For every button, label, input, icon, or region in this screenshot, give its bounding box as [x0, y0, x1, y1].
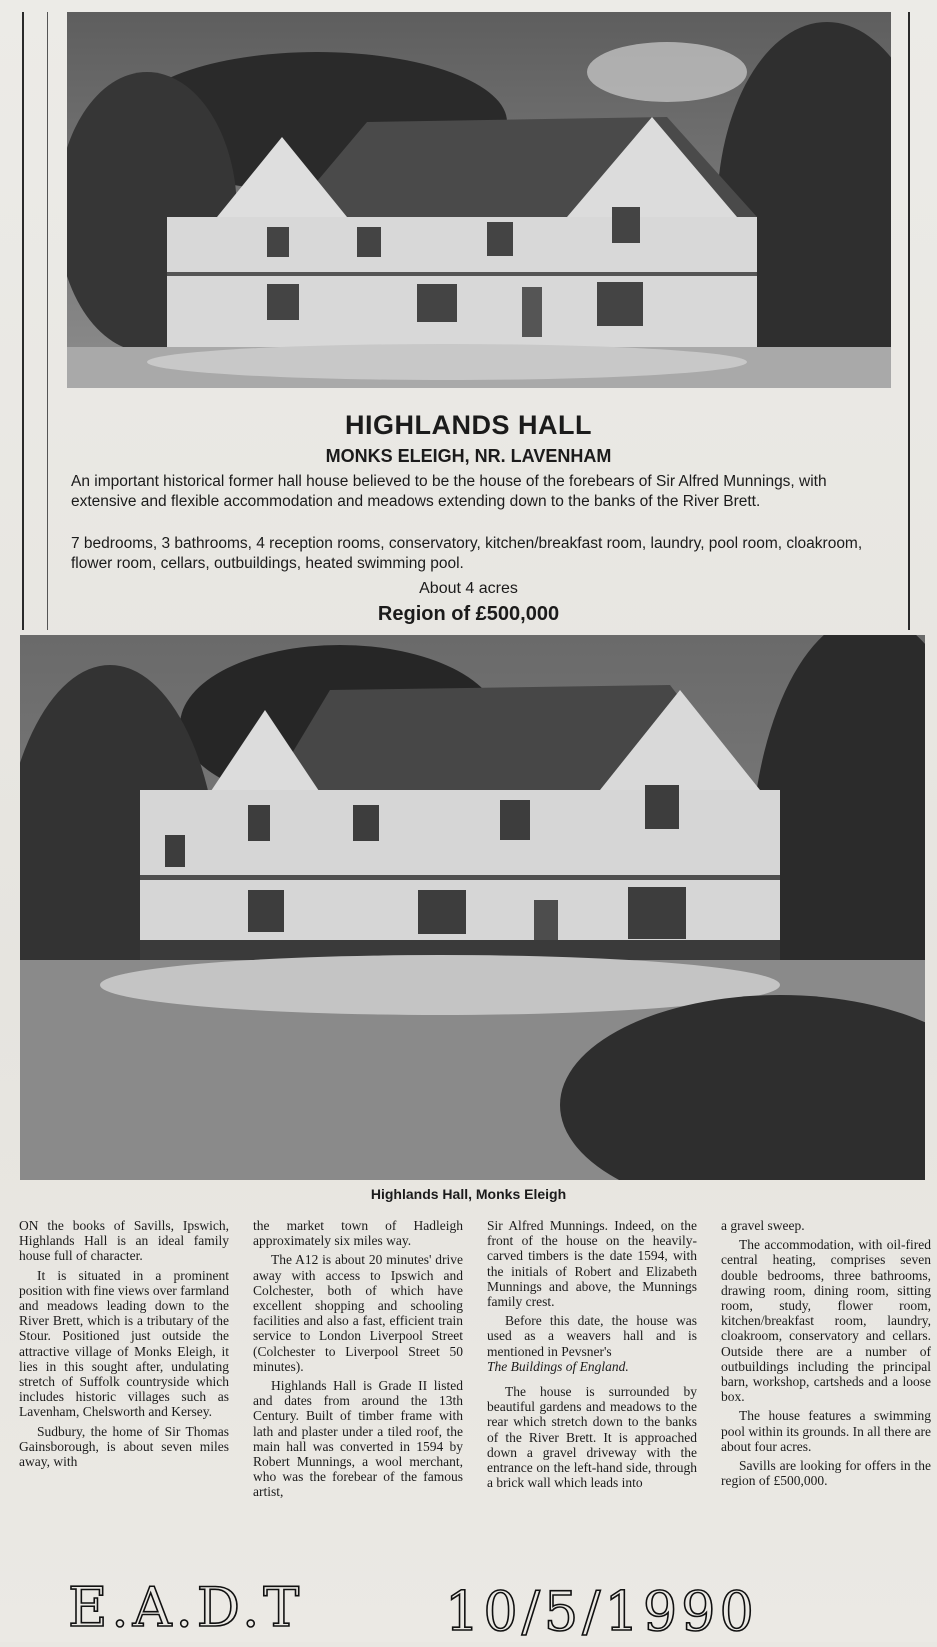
paragraph: the market town of Hadleigh approximately six miles way.	[253, 1218, 463, 1249]
house-photo-small	[67, 12, 891, 388]
article-column-4	[721, 1218, 931, 1492]
advert-rooms: 7 bedrooms, 3 bathrooms, 4 reception rooms, conservatory, kitchen/breakfast room, laundry, pool room, cloakroom, flower room, cellars, outbuildings, heated swimming pool.	[71, 535, 863, 572]
paragraph: The house features a swimming pool within its grounds. In all there are about four acres.	[721, 1408, 931, 1454]
house-photo-large	[20, 635, 925, 1180]
advert-acres: About 4 acres	[419, 580, 518, 597]
paragraph: The house is surrounded by beautiful gardens and meadows to the rear which stretch down to the banks of the River Brett. It is approached down a gravel driveway with the entrance on the left-hand side, through a brick wall which leads into	[487, 1384, 697, 1491]
paragraph: ON the books of Savills, Ipswich, Highlands Hall is an ideal family house full of character.	[19, 1218, 229, 1264]
advert-price: Region of £500,000	[377, 603, 560, 625]
advert-description: An important historical former hall house believed to be the house of the forebears of Sir Alfred Munnings, with extensive and flexible accommodation and meadows extending down to the banks of the River Brett.	[71, 473, 827, 510]
article-column-3	[487, 1218, 697, 1494]
paragraph: Before this date, the house was used as a weavers hall and is mentioned in Pevsner's	[487, 1313, 697, 1359]
photo-caption: Highlands Hall, Monks Eleigh	[370, 1186, 567, 1202]
paragraph: Sudbury, the home of Sir Thomas Gainsborough, is about seven miles away, with	[19, 1423, 229, 1470]
advert-title: HIGHLANDS HALL	[345, 410, 592, 440]
paragraph: It is situated in a prominent position with fine views over farmland and meadows leading down to the River Brett, which is a tributary of the Stour. Positioned just outside the attractive village of Monks Eleigh, it lies in this sought after, undulating stretch of Suffolk countryside which includes historic villages such as Lavenham, Chelsworth and Kersey.	[19, 1267, 229, 1420]
handwritten-source: E.A.D.T	[68, 1576, 304, 1639]
article-column-1	[19, 1218, 229, 1473]
article-column-2	[253, 1218, 463, 1504]
paragraph: The A12 is about 20 minutes' drive away with access to Ipswich and Colchester, both of which have excellent shopping and schooling facilities and also a fast, efficient train service to London Liverpool Street (Colchester to Liverpool Street 50 minutes).	[253, 1252, 463, 1374]
paragraph: Savills are looking for offers in the region of £500,000.	[721, 1458, 931, 1489]
article-body	[0, 1218, 937, 1578]
paragraph: a gravel sweep.	[721, 1218, 805, 1233]
handwritten-annotation	[0, 1570, 937, 1642]
paragraph: Sir Alfred Munnings. Indeed, on the front of the house on the heavily-carved timbers is the date 1594, with the initials of Robert and Elizabeth Munnings and above, the Munnings family crest.	[487, 1218, 697, 1310]
handwritten-date: 10/5/1990	[445, 1580, 758, 1642]
advert-subtitle: MONKS ELEIGH, NR. LAVENHAM	[325, 446, 612, 466]
paragraph: The accommodation, with oil-fired central heating, comprises seven double bedrooms, three bathrooms, drawing room, dining room, sitting room, study, flower room, kitchen/breakfast room, laundry, cloakroom, conservatory and cellars. Outside there are a number of outbuildings including the principal barn, workshop, cartsheds and a loose box.	[721, 1237, 931, 1405]
advert-rule	[47, 12, 48, 630]
book-title: The Buildings of England.	[487, 1358, 629, 1374]
paragraph: Highlands Hall is Grade II listed and dates from around the 13th Century. Built of timber frame with lath and plaster under a tiled roof, the main hall was converted in 1594 by Robert Munnings, a wool merchant, who was the forebear of the famous artist,	[253, 1378, 463, 1500]
